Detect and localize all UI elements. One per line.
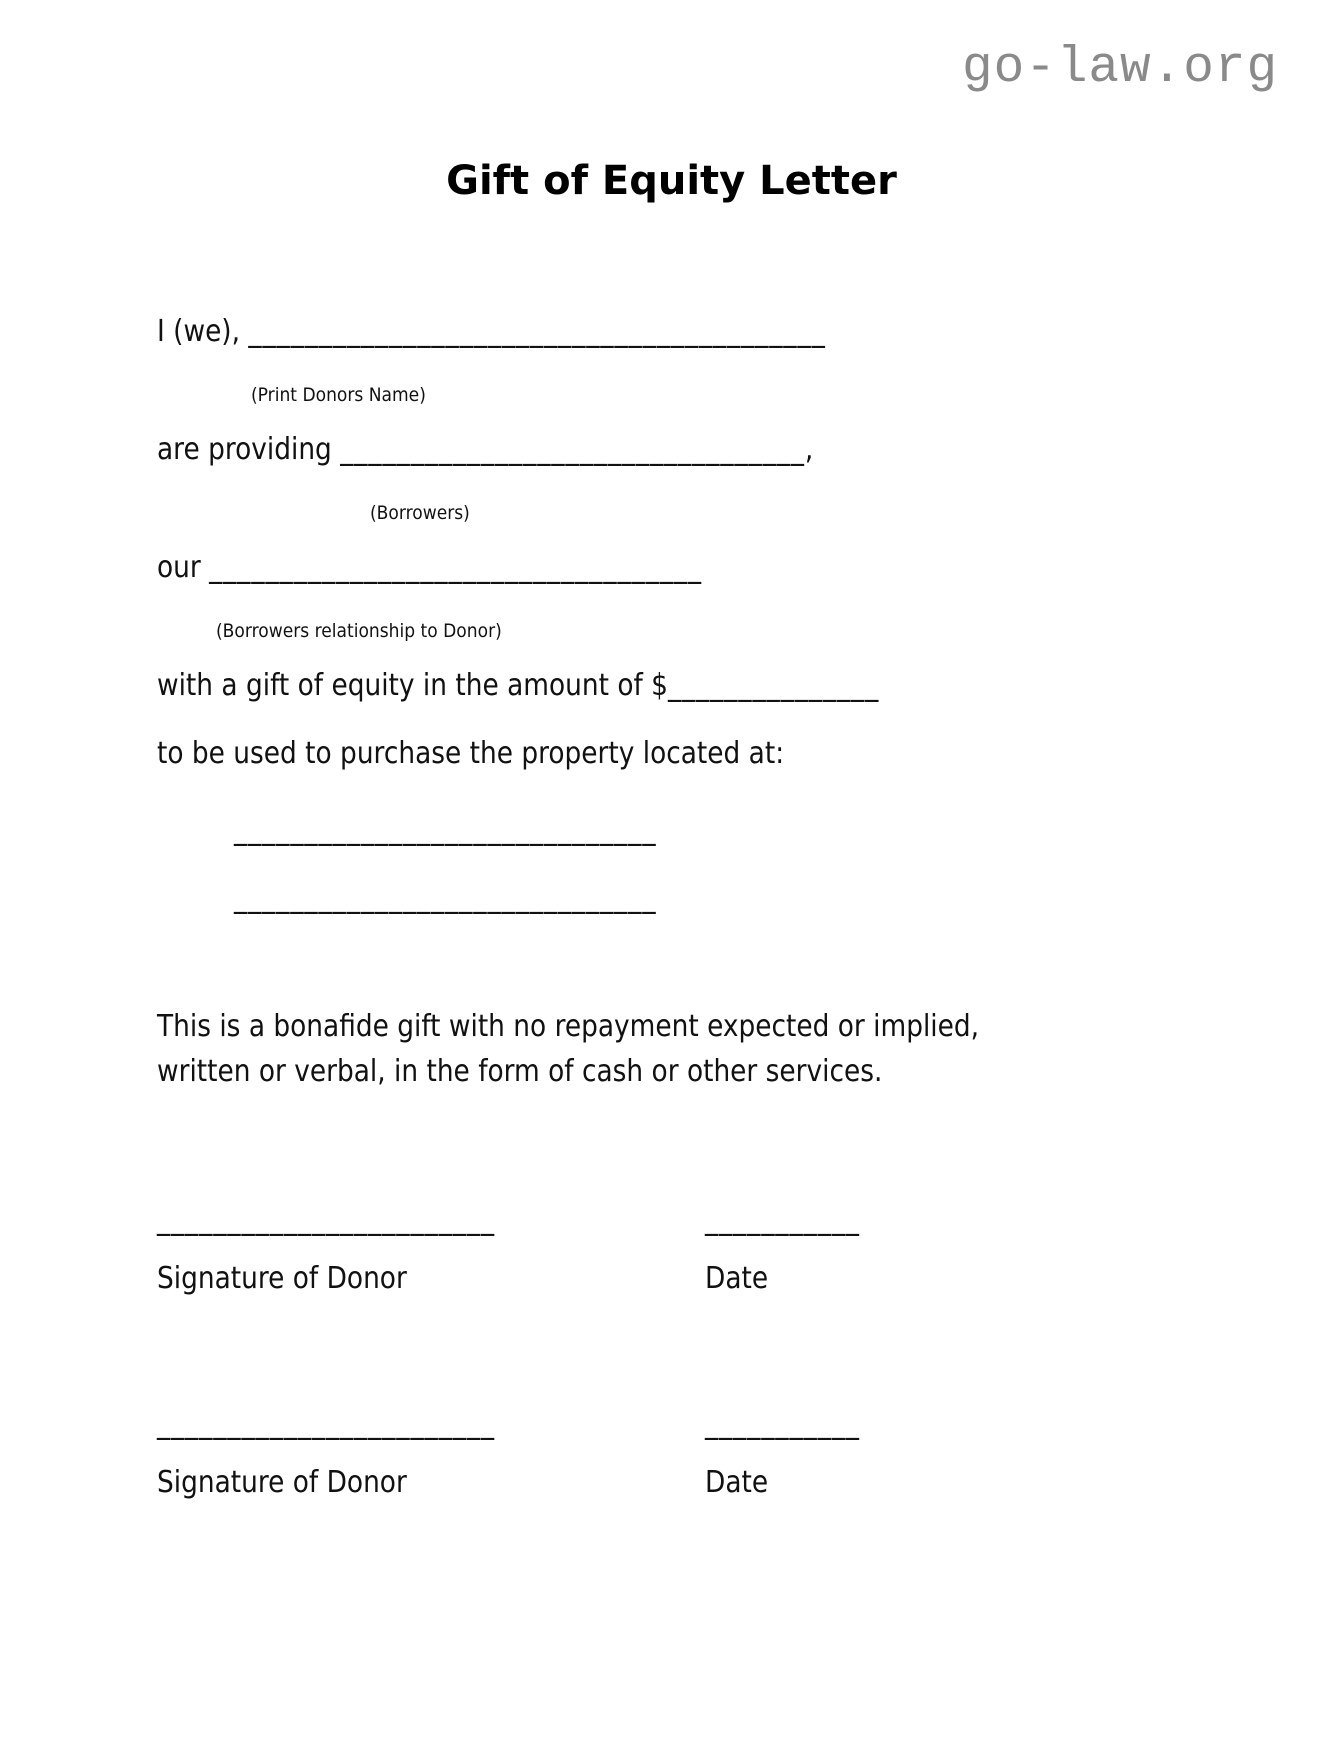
borrowers-row <box>157 432 813 467</box>
date-1-label: Date <box>705 1261 769 1296</box>
donor-signature-1-field[interactable]: ________________________ <box>157 1202 495 1237</box>
date-1-field[interactable]: ___________ <box>705 1202 860 1237</box>
amount-row <box>157 668 879 703</box>
donor-name-prefix: I (we), <box>157 314 249 349</box>
relationship-row <box>157 550 702 585</box>
date-2-field[interactable]: ___________ <box>705 1406 860 1441</box>
relationship-caption: (Borrowers relationship to Donor) <box>216 620 502 642</box>
borrowers-field[interactable]: _________________________________ <box>340 432 805 467</box>
address-line-2-field[interactable]: ______________________________ <box>234 880 657 915</box>
watermark-site-name: go-law.org <box>962 40 1279 97</box>
statement-line-1: This is a bonafide gift with no repayment expected or implied, <box>157 1009 980 1044</box>
donor-name-caption: (Print Donors Name) <box>251 384 426 406</box>
relationship-prefix: our <box>157 550 210 585</box>
statement-line-2: written or verbal, in the form of cash or other services. <box>157 1054 883 1089</box>
donor-signature-1-label: Signature of Donor <box>157 1261 407 1296</box>
amount-field[interactable]: _______________ <box>667 668 880 703</box>
donor-name-row <box>157 314 826 349</box>
page-title: Gift of Equity Letter <box>446 158 897 204</box>
borrowers-suffix: , <box>804 432 814 467</box>
property-label: to be used to purchase the property located at: <box>157 736 785 771</box>
donor-name-field[interactable]: _________________________________________ <box>248 314 826 349</box>
borrowers-prefix: are providing <box>157 432 341 467</box>
relationship-field[interactable]: ___________________________________ <box>209 550 702 585</box>
amount-prefix: with a gift of equity in the amount of $ <box>157 668 668 703</box>
donor-signature-2-label: Signature of Donor <box>157 1465 407 1500</box>
borrowers-caption: (Borrowers) <box>370 502 470 524</box>
address-line-1-field[interactable]: ______________________________ <box>234 812 657 847</box>
date-2-label: Date <box>705 1465 769 1500</box>
donor-signature-2-field[interactable]: ________________________ <box>157 1406 495 1441</box>
